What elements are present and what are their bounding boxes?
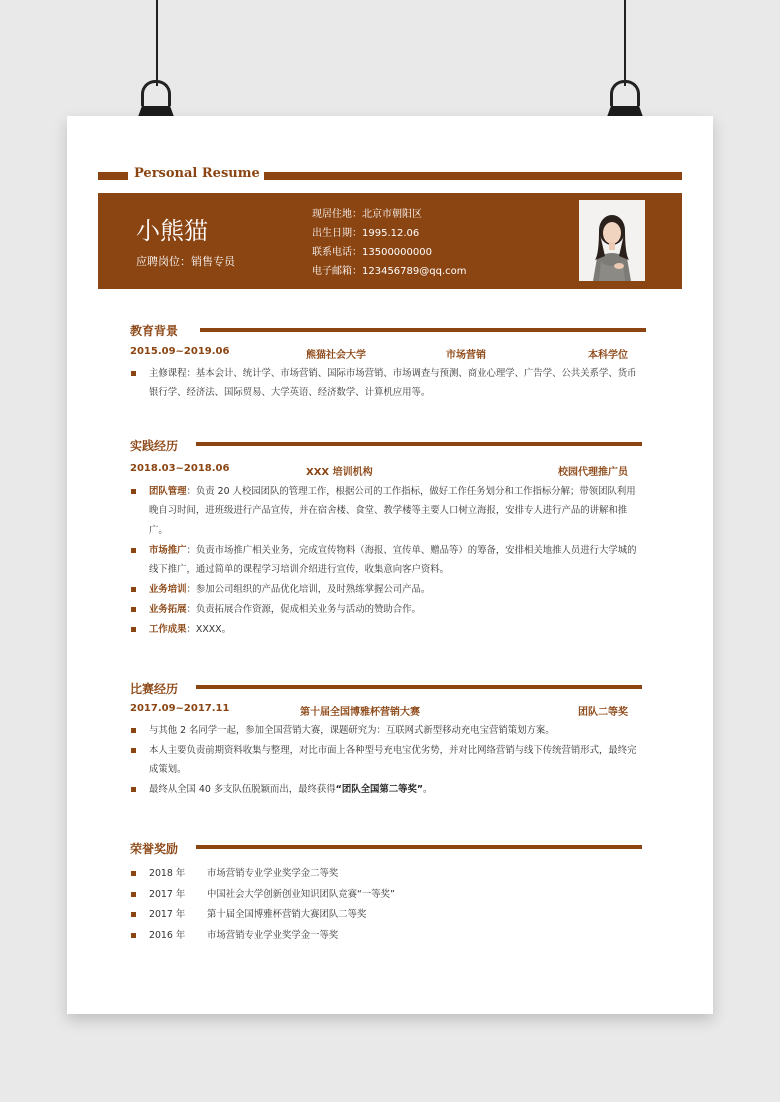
education-period: 2015.09~2019.06 [130, 346, 230, 357]
applicant-name: 小熊猫 [136, 217, 208, 245]
honor-item [130, 926, 640, 945]
practice-item [130, 580, 640, 599]
practice-title-bar [196, 442, 642, 446]
contest-result-highlight: “团队全国第二等奖” [335, 784, 423, 795]
practice-item-label: 市场推广 [149, 545, 187, 556]
practice-header-row [130, 463, 636, 477]
practice-item-text: ：负责拓展合作资源，促成相关业务与活动的赞助合作。 [186, 604, 421, 615]
practice-item-text: ：负责市场推广相关业务，完成宣传物料（海报、宣传单、赠品等）的筹备，安排相关地推人员进行大学城的线下推广，通过简单的课程学习培训介绍进行宣传，收集意向客户资料。 [149, 545, 637, 576]
practice-organization: XXX 培训机构 [306, 467, 373, 478]
practice-item-label: 工作成果 [149, 624, 187, 635]
practice-item [130, 482, 640, 540]
honor-year: 2018 年 [149, 868, 186, 879]
honor-item [130, 905, 640, 924]
hanging-wire-right [624, 0, 626, 86]
practice-item-text: ：参加公司组织的产品优化培训，及时熟练掌握公司产品。 [186, 584, 431, 595]
contest-title-bar [196, 685, 642, 689]
contest-item: 本人主要负责前期资料收集与整理，对比市面上各种型号充电宝优劣势，并对比网络营销与线下传统营销形式，最终完成策划。 [130, 741, 640, 780]
honors-title-bar [196, 845, 642, 849]
profile-photo [579, 200, 645, 281]
honors-section-title: 荣誉奖励 [130, 842, 179, 856]
honor-year: 2017 年 [149, 889, 186, 900]
practice-item-text: ：XXXX。 [186, 624, 231, 635]
education-section-title: 教育背景 [130, 324, 179, 338]
binder-clip-handle-right [610, 80, 640, 106]
practice-item-label: 业务拓展 [149, 604, 187, 615]
practice-item-label: 团队管理 [149, 486, 187, 497]
practice-item-label: 业务培训 [149, 584, 187, 595]
resume-title: Personal Resume [134, 166, 260, 181]
binder-clip-handle-left [141, 80, 171, 106]
contest-section-title: 比赛经历 [130, 682, 179, 696]
contest-award: 团队二等奖 [578, 707, 628, 718]
contest-item: 与其他 2 名同学一起，参加全国营销大赛，课题研究为：互联网式新型移动充电宝营销策划方案。 [130, 721, 640, 740]
education-title-bar [200, 328, 646, 332]
title-bar-right [264, 172, 682, 180]
info-email: 电子邮箱：123456789@qq.com [312, 266, 467, 277]
profile-header [98, 193, 682, 289]
education-major: 市场营销 [446, 350, 486, 361]
education-degree: 本科学位 [588, 350, 628, 361]
practice-period: 2018.03~2018.06 [130, 463, 230, 474]
practice-item-text: ：负责 20 人校园团队的管理工作，根据公司的工作指标，做好工作任务划分和工作指标分解；带领团队利用晚自习时间，进班级进行产品宣传，并在宿舍楼、食堂、教学楼等主要人口树立海报，安排专人进行产品的讲解和推广。 [149, 486, 636, 536]
honor-text: 市场营销专业学业奖学金二等奖 [207, 868, 339, 879]
practice-item [130, 600, 640, 619]
education-courses: 主修课程：基本会计、统计学、市场营销、国际市场营销、市场调查与预测、商业心理学、广告学、公共关系学、货币银行学、经济法、国际贸易、大学英语、经济数学、计算机应用等。 [130, 364, 640, 403]
contest-period: 2017.09~2017.11 [130, 703, 230, 714]
contest-result-prefix: 最终从全国 40 多支队伍脱颖而出，最终获得 [149, 784, 336, 795]
honor-text: 中国社会大学创新创业知识团队竞赛“一等奖” [207, 889, 395, 900]
contest-result-suffix: 。 [422, 784, 433, 795]
title-bar-left [98, 172, 128, 180]
honor-year: 2017 年 [149, 909, 186, 920]
honor-text: 市场营销专业学业奖学金一等奖 [207, 930, 339, 941]
info-phone: 联系电话：13500000000 [312, 247, 432, 258]
contact-info [312, 205, 467, 281]
honor-item [130, 885, 640, 904]
education-school: 熊猫社会大学 [306, 350, 366, 361]
info-birthdate: 出生日期：1995.12.06 [312, 228, 420, 239]
honor-text: 第十届全国博雅杯营销大赛团队二等奖 [207, 909, 367, 920]
practice-item [130, 541, 640, 580]
job-position: 应聘岗位：销售专员 [136, 255, 235, 268]
honor-item [130, 864, 640, 883]
honor-year: 2016 年 [149, 930, 186, 941]
education-header-row [130, 346, 636, 360]
practice-section-title: 实践经历 [130, 439, 179, 453]
contest-name: 第十届全国博雅杯营销大赛 [300, 707, 420, 718]
hanging-wire-left [156, 0, 158, 86]
practice-role: 校园代理推广员 [558, 467, 628, 478]
contest-header-row [130, 703, 636, 717]
contest-item [130, 780, 640, 799]
practice-item [130, 620, 640, 639]
info-address: 现居住地：北京市朝阳区 [312, 209, 422, 220]
